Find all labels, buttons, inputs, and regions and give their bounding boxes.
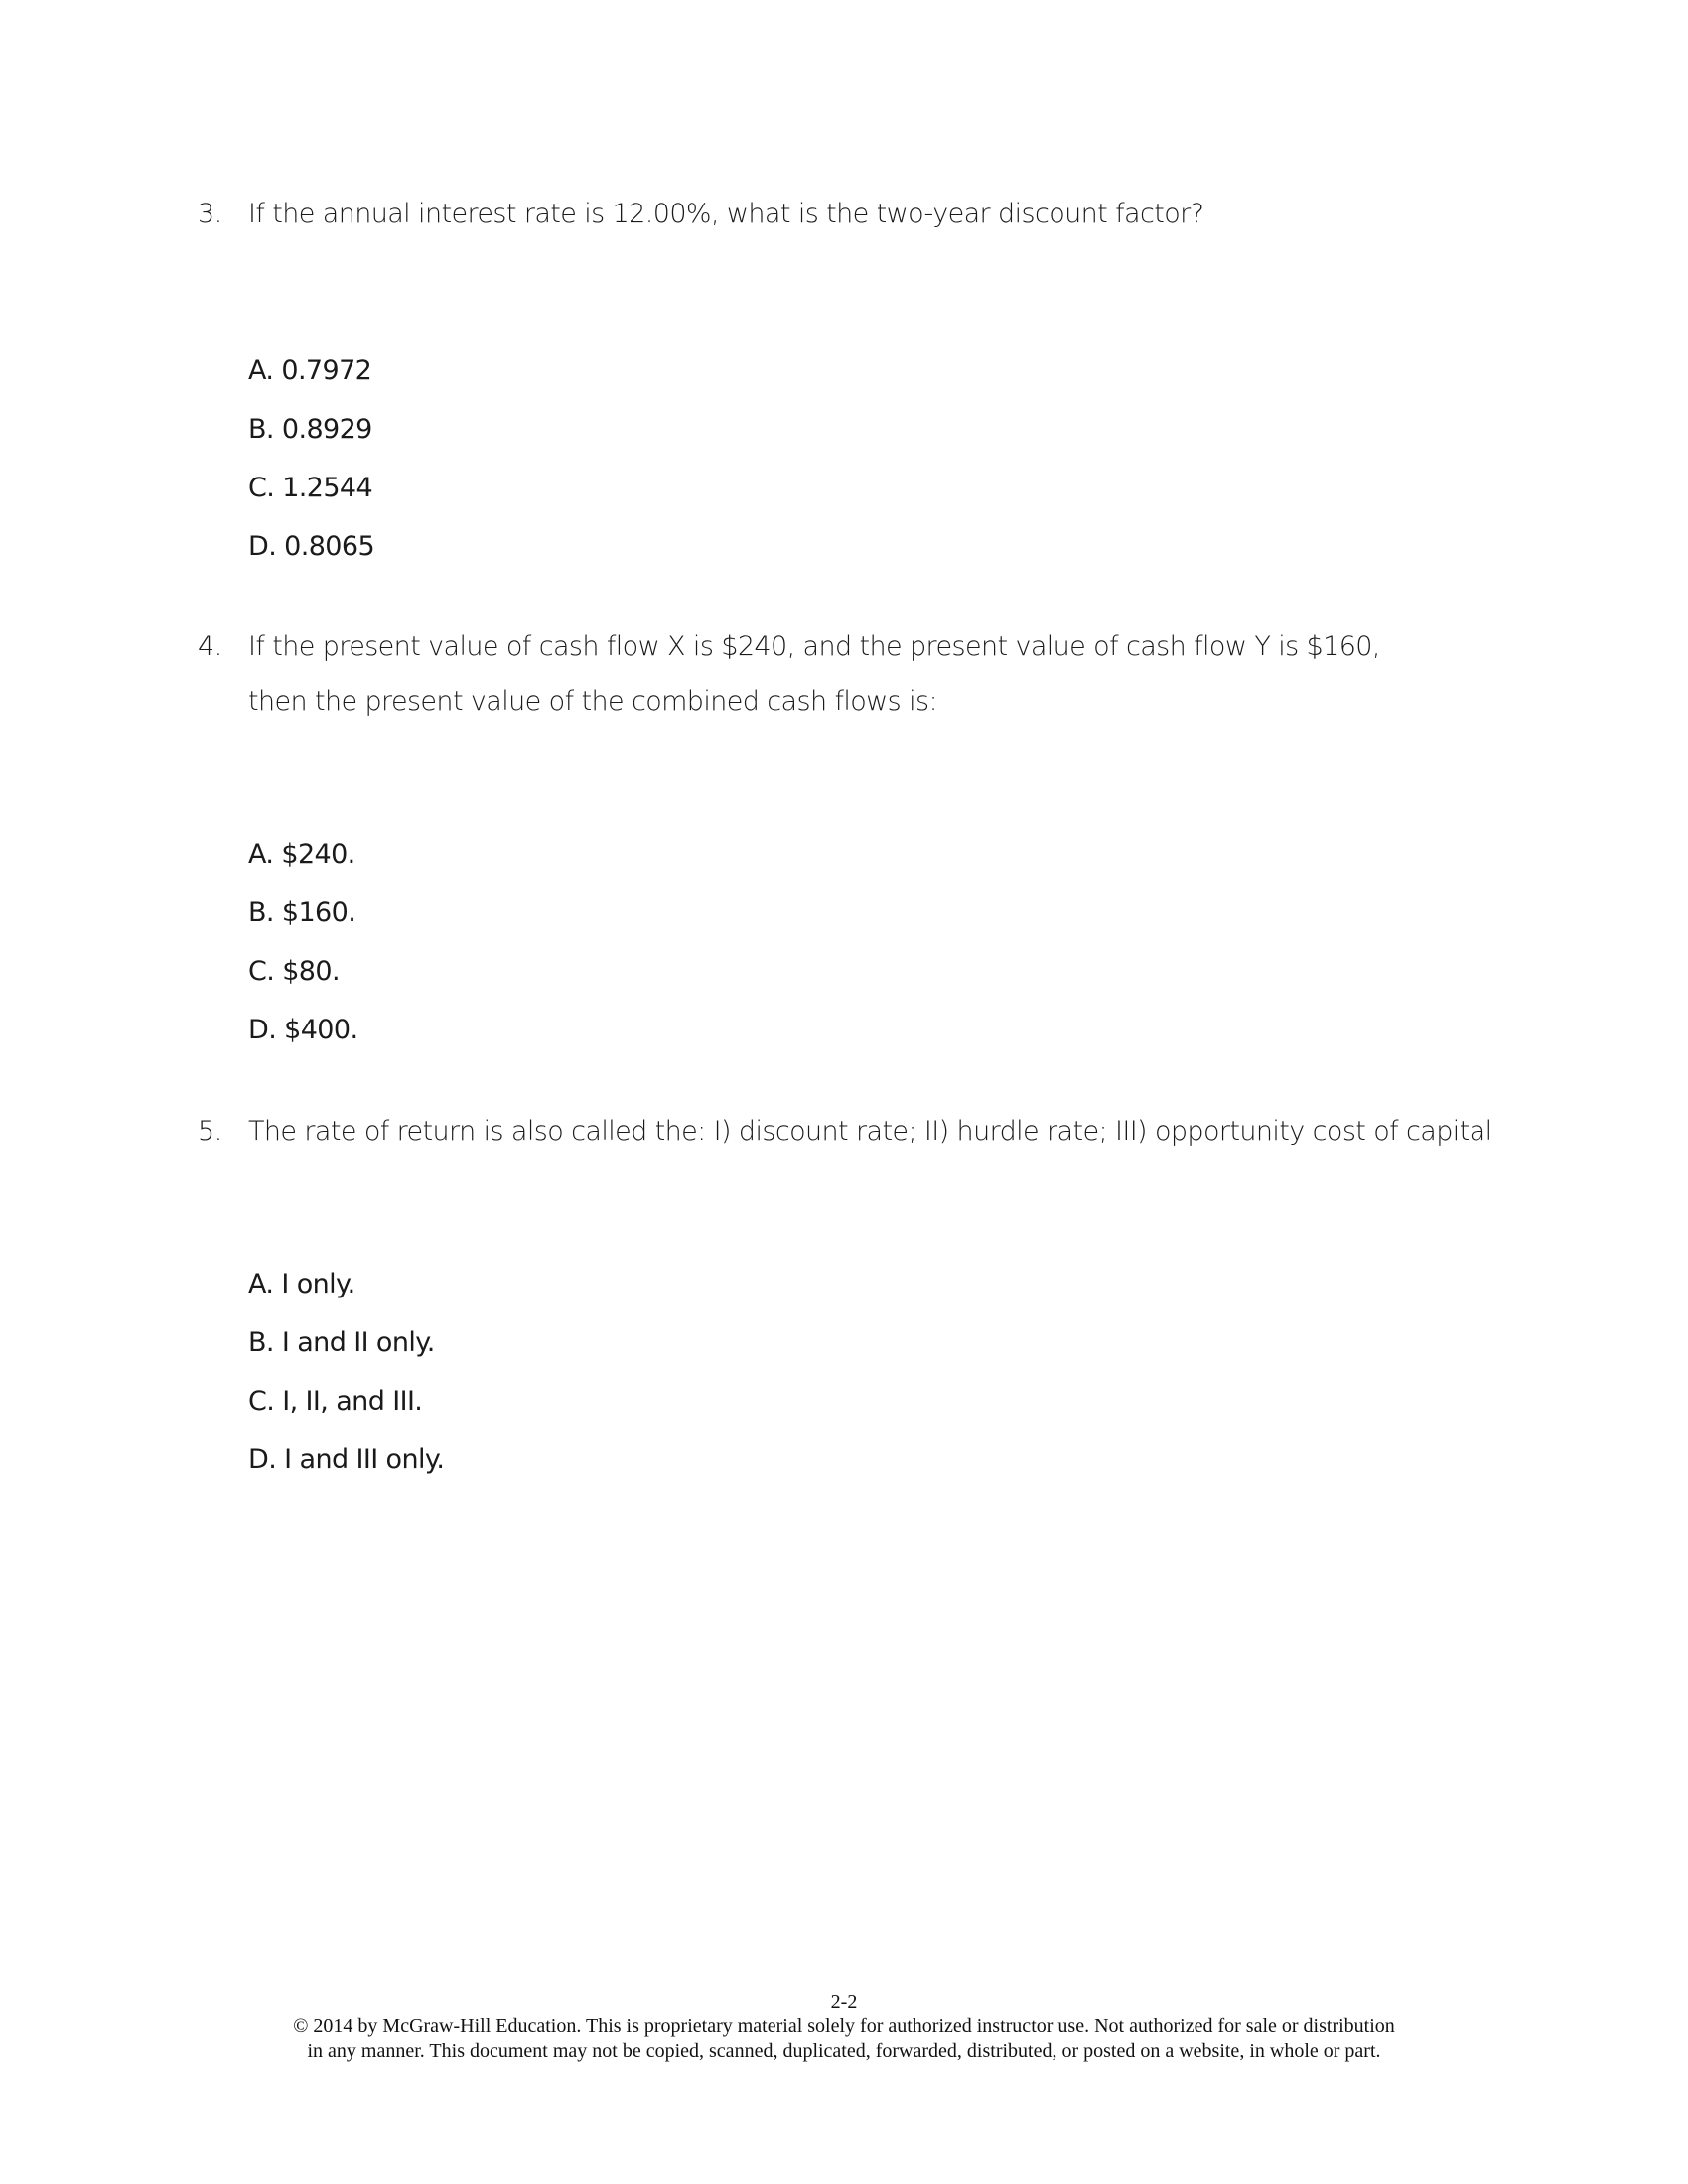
question-4-option-a: A. $240.: [248, 839, 355, 870]
question-3-option-b: B. 0.8929: [248, 414, 372, 445]
question-4-option-c: C. $80.: [248, 956, 340, 987]
question-5-option-b: B. I and II only.: [248, 1327, 435, 1358]
question-number: 5.: [198, 1116, 222, 1147]
question-4-option-d: D. $400.: [248, 1015, 358, 1045]
page-number: 2-2: [830, 1991, 858, 2013]
question-text: If the annual interest rate is 12.00%, what is the two-year discount factor?: [248, 199, 1204, 229]
question-text: If the present value of cash flow X is $240, and the present value of cash flow Y is $160, then the present value of the combined cash flows is:: [248, 631, 1380, 717]
question-5-option-c: C. I, II, and III.: [248, 1386, 423, 1417]
question-4-option-b: B. $160.: [248, 897, 356, 928]
question-3-option-d: D. 0.8065: [248, 531, 375, 562]
question-3-option-c: C. 1.2544: [248, 473, 373, 503]
question-text: The rate of return is also called the: I) discount rate; II) hurdle rate; III) opportunity cost of capital: [248, 1116, 1492, 1147]
copyright-line-1: © 2014 by McGraw-Hill Education. This is proprietary material solely for authorized instructor use. Not authorized for sale or distribution: [293, 2015, 1395, 2037]
copyright-line-2: in any manner. This document may not be copied, scanned, duplicated, forwarded, distributed, or posted on a website, in whole or part.: [307, 2040, 1381, 2062]
question-3-option-a: A. 0.7972: [248, 355, 372, 386]
question-5-option-a: A. I only.: [248, 1269, 355, 1299]
question-5-option-d: D. I and III only.: [248, 1444, 445, 1475]
question-number: 4.: [198, 631, 222, 662]
question-number: 3.: [198, 199, 222, 229]
